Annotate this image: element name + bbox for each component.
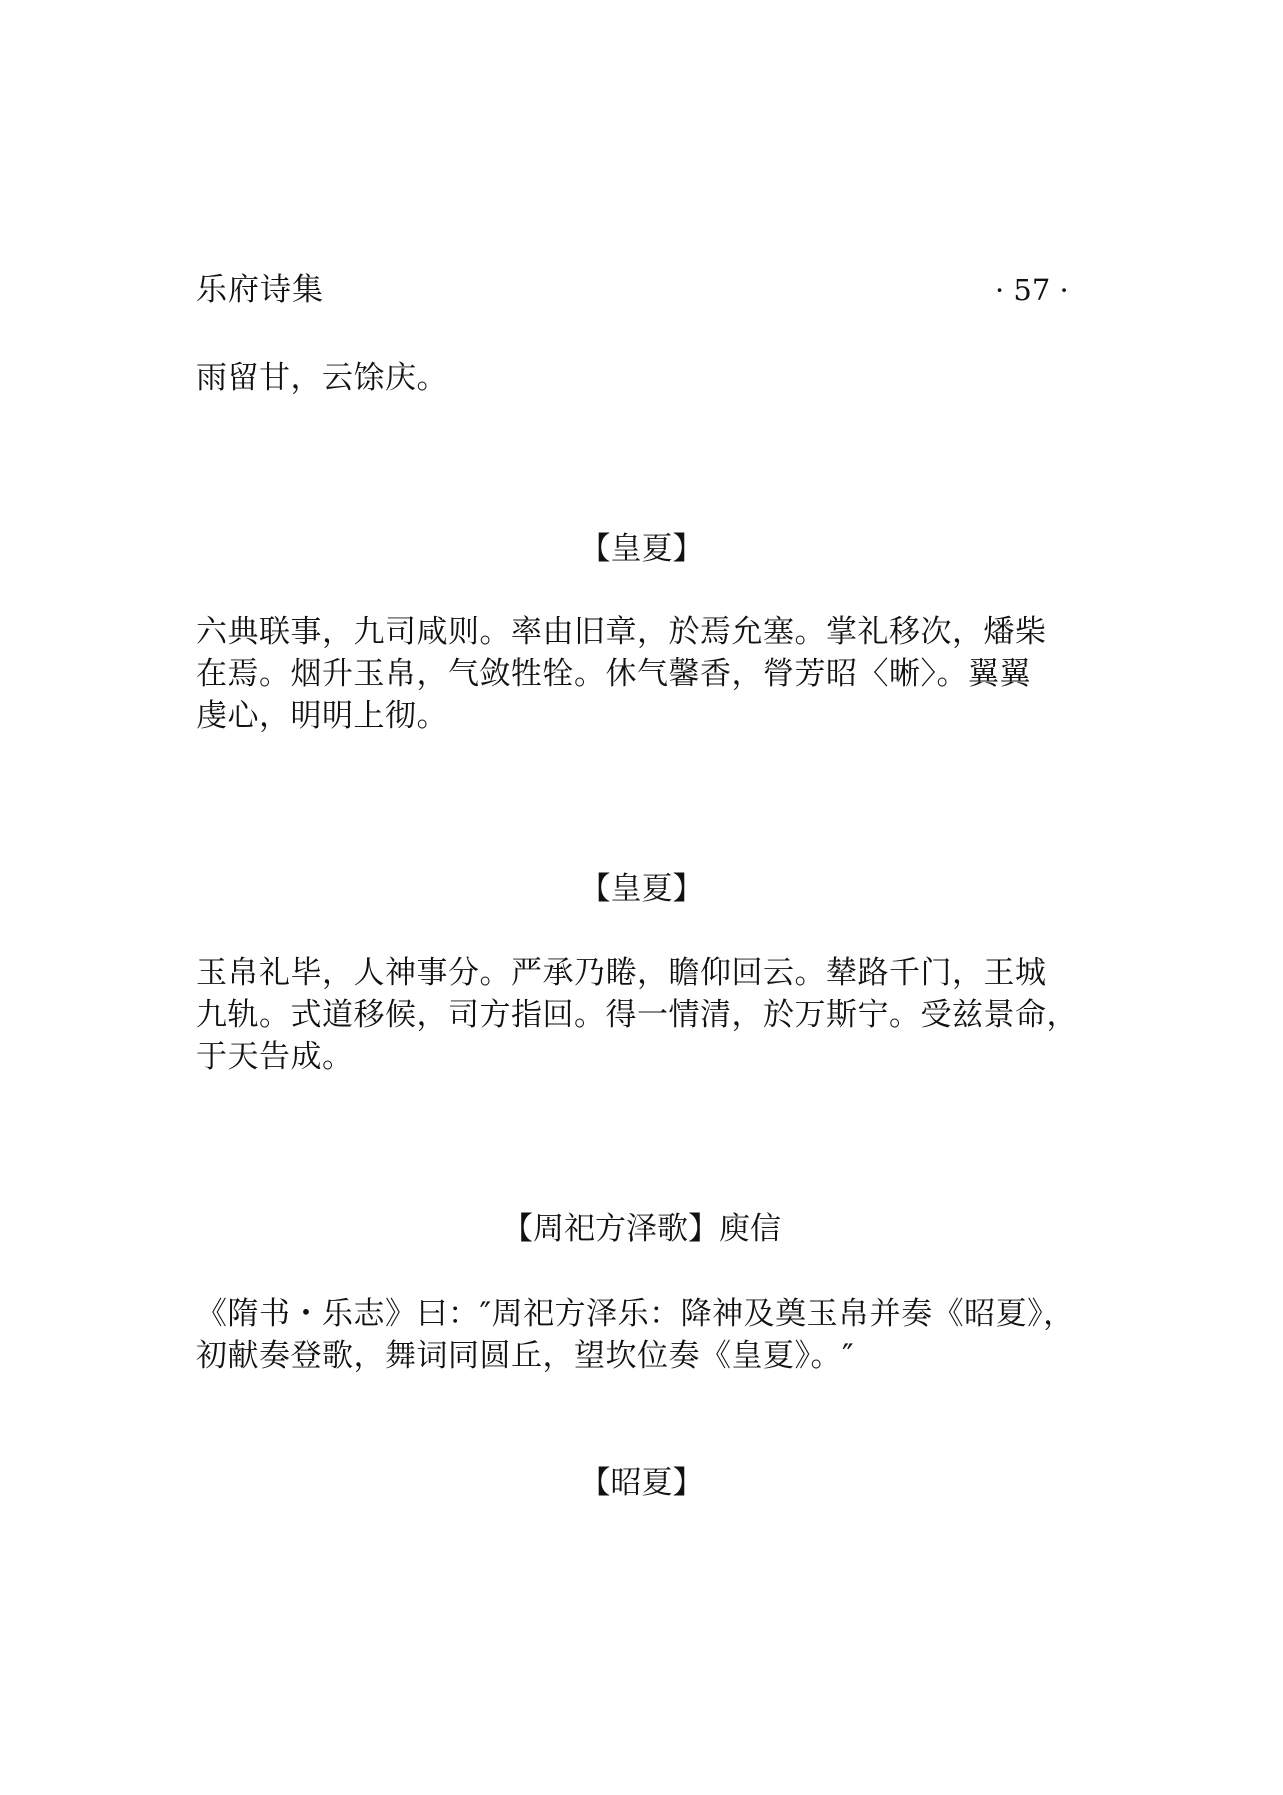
running-header-title: 乐府诗集	[196, 272, 324, 308]
page-number: · 57 ·	[995, 273, 1069, 307]
section-heading-text: 【皇夏】	[579, 871, 704, 907]
section-heading-text: 【周祀方泽歌】庾信	[502, 1211, 781, 1247]
verse-line: 在焉。烟升玉帛，气敛牲牷。休气馨香，膋芳昭〈晰〉。翼翼	[196, 656, 1031, 692]
verse-line: 虔心，明明上彻。	[196, 698, 448, 734]
verse-line: 六典联事，九司咸则。率由旧章，於焉允塞。掌礼移次，燔柴	[196, 614, 1047, 650]
section-heading	[0, 868, 1283, 910]
section-heading	[0, 528, 1283, 570]
section-heading	[0, 1462, 1283, 1504]
section-heading	[0, 1208, 1283, 1250]
note-line: 初献奏登歌，舞词同圆丘，望坎位奏《皇夏》。″	[196, 1338, 855, 1374]
section-heading-text: 【皇夏】	[579, 531, 704, 567]
verse-line: 玉帛礼毕，人神事分。严承乃睠，瞻仰回云。辇路千门，王城	[196, 955, 1047, 991]
section-heading-text: 【昭夏】	[579, 1465, 704, 1501]
verse-line: 九轨。式道移候，司方指回。得一情清，於万斯宁。受兹景命，	[196, 997, 1078, 1033]
note-line: 《隋书・乐志》曰：″周祀方泽乐：降神及奠玉帛并奏《昭夏》，	[196, 1296, 1075, 1332]
continuation-text: 雨留甘，云馀庆。	[196, 360, 448, 396]
verse-line: 于天告成。	[196, 1039, 354, 1075]
